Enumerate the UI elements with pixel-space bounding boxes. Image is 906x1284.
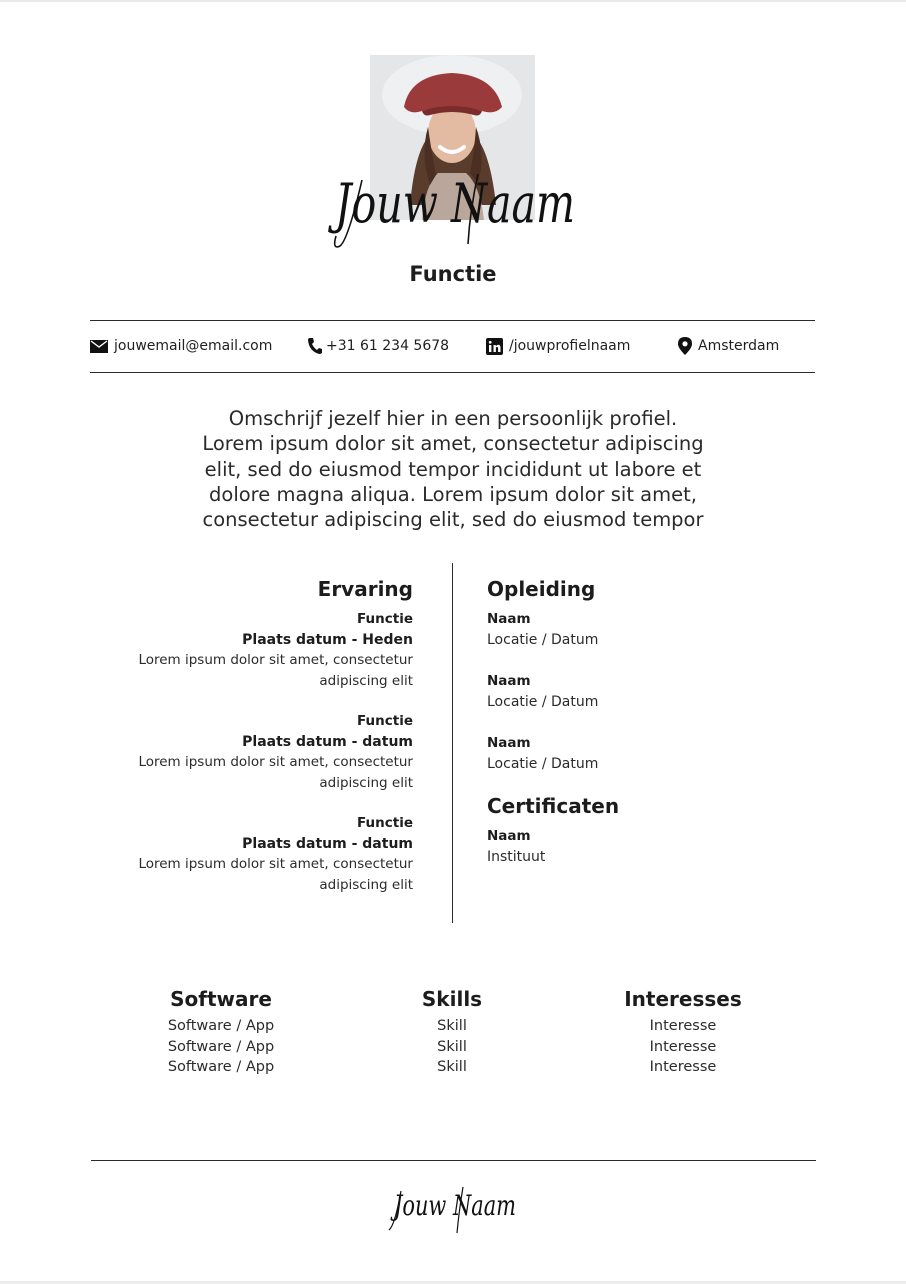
profile-line: Omschrijf jezelf hier in een persoonlijk profiel.	[228, 407, 678, 430]
certificate-institute: Instituut	[487, 848, 546, 865]
signature-text: Jouw Naam	[327, 172, 575, 235]
linkedin-icon	[486, 338, 503, 355]
contact-linkedin[interactable]	[486, 336, 630, 356]
experience-entry	[113, 711, 413, 793]
footer-rule	[91, 1160, 816, 1161]
experience-period: Plaats datum - datum	[242, 733, 413, 750]
experience-section	[113, 574, 413, 895]
software-item: Software / App	[167, 1038, 275, 1055]
contact-bottom-rule	[90, 372, 815, 373]
profile-line: elit, sed do eiusmod tempor incididunt ut labore et	[204, 457, 702, 481]
experience-title: Ervaring	[317, 577, 413, 601]
contact-location	[678, 336, 779, 356]
footer-signature-text: Jouw Naam	[390, 1189, 516, 1222]
contact-top-rule	[90, 320, 815, 321]
experience-desc: Lorem ipsum dolor sit amet, consectetur	[138, 754, 413, 770]
education-name: Naam	[487, 673, 531, 689]
certificate-entry	[487, 826, 817, 867]
certificates-title: Certificaten	[487, 794, 620, 818]
phone-text: +31 61 234 5678	[326, 338, 450, 354]
education-meta: Locatie / Datum	[487, 631, 599, 648]
experience-role: Functie	[356, 815, 413, 831]
software-item: Software / App	[167, 1018, 275, 1034]
skills-title: Skills	[421, 987, 483, 1011]
skill-item: Skill	[437, 1059, 467, 1075]
linkedin-text: /jouwprofielnaam	[509, 338, 631, 354]
interest-item: Interesse	[649, 1038, 717, 1055]
interests-section	[563, 984, 803, 1078]
experience-period: Plaats datum - Heden	[242, 631, 413, 648]
contact-phone[interactable]	[307, 336, 449, 356]
education-name: Naam	[487, 611, 531, 627]
experience-desc: adipiscing elit	[319, 672, 413, 689]
experience-role: Functie	[356, 713, 413, 729]
experience-desc: Lorem ipsum dolor sit amet, consectetur	[138, 652, 413, 668]
experience-desc: adipiscing elit	[319, 774, 413, 791]
interest-item: Interesse	[649, 1018, 717, 1034]
education-meta: Locatie / Datum	[487, 693, 599, 710]
education-meta: Locatie / Datum	[487, 755, 599, 772]
footer-signature-graphic	[375, 1175, 535, 1240]
experience-period: Plaats datum - datum	[242, 835, 413, 852]
signature-graphic	[300, 150, 610, 260]
education-entry	[487, 671, 817, 712]
experience-desc: Lorem ipsum dolor sit amet, consectetur	[138, 856, 413, 872]
experience-desc: adipiscing elit	[319, 876, 413, 893]
profile-line: dolore magna aliqua. Lorem ipsum dolor sit amet,	[209, 482, 697, 506]
experience-role: Functie	[356, 611, 413, 627]
interest-item: Interesse	[649, 1059, 717, 1075]
page-top-edge	[0, 0, 906, 2]
education-name: Naam	[487, 735, 531, 751]
education-entry	[487, 733, 817, 774]
certificate-name: Naam	[487, 828, 531, 844]
interests-title: Interesses	[624, 987, 742, 1011]
location-text: Amsterdam	[698, 338, 780, 354]
email-text: jouwemail@email.com	[114, 338, 273, 354]
skill-item: Skill	[437, 1018, 467, 1034]
education-section	[487, 574, 817, 867]
experience-entry	[113, 609, 413, 691]
profile-line: Lorem ipsum dolor sit amet, consectetur adipiscing	[202, 432, 704, 456]
software-section	[101, 984, 341, 1078]
column-divider	[452, 563, 453, 923]
skills-section	[332, 984, 572, 1078]
phone-icon	[307, 337, 323, 355]
education-entry	[487, 609, 817, 650]
profile-summary	[183, 406, 723, 532]
education-title: Opleiding	[487, 577, 596, 601]
skill-item: Skill	[437, 1038, 467, 1055]
contact-email[interactable]	[90, 336, 272, 356]
software-title: Software	[170, 987, 272, 1011]
software-item: Software / App	[167, 1059, 275, 1075]
certificates-section	[487, 791, 817, 867]
profile-line: consectetur adipiscing elit, sed do eiusmod tempor	[202, 508, 704, 532]
location-pin-icon	[678, 337, 692, 355]
job-title: Functie	[409, 262, 497, 286]
envelope-icon	[90, 340, 108, 353]
experience-entry	[113, 813, 413, 895]
